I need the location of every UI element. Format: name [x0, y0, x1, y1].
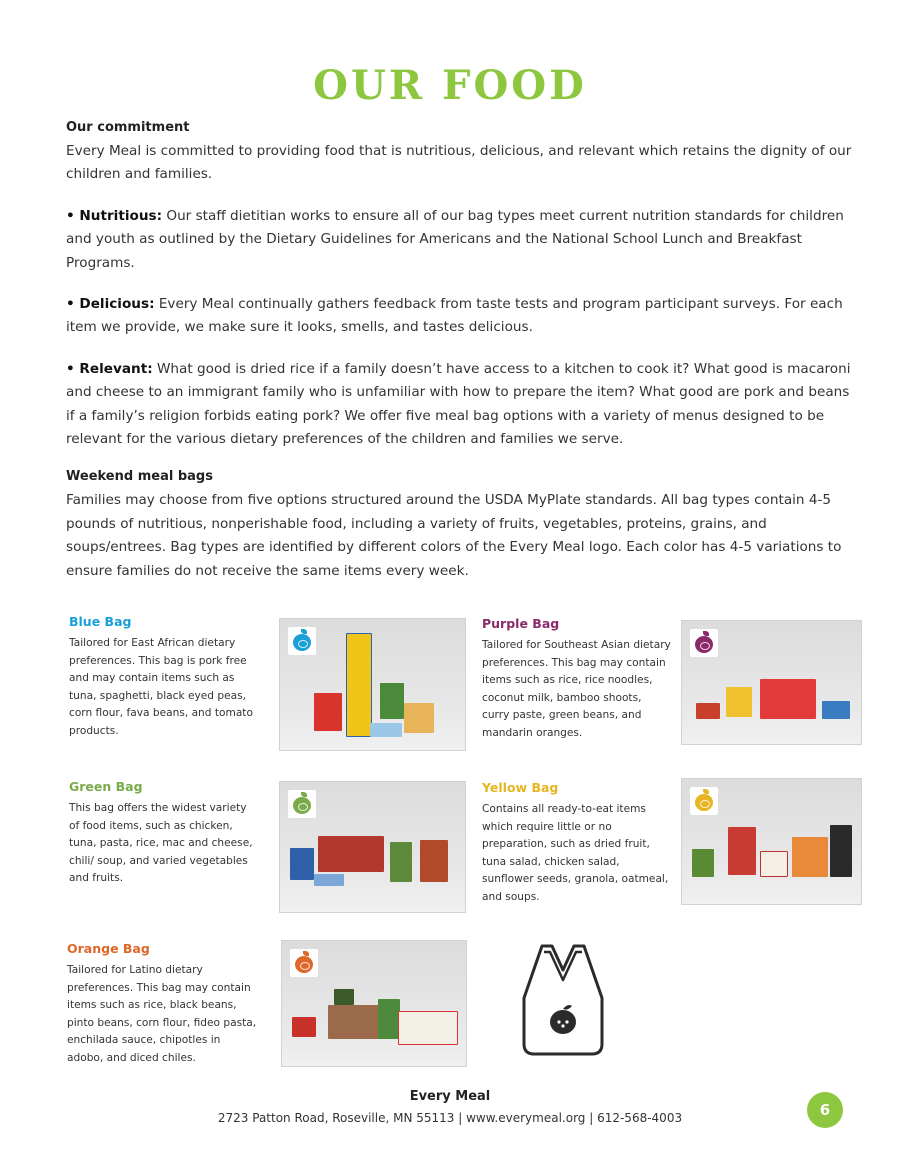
apple-logo-icon [290, 949, 318, 977]
green-bag-section [69, 779, 259, 888]
weekend-heading: Weekend meal bags [66, 469, 213, 485]
delicious-label: • Delicious: [66, 296, 155, 313]
commitment-heading: Our commitment [66, 120, 190, 135]
nutritious-text: Our staff dietitian works to ensure all of our bag types meet current nutrition standards for children and youth as outlined by the Dietary Guidelines for Americans and the National School Lunch and Breakfast Programs. [66, 207, 844, 271]
apple-logo-icon [690, 787, 718, 815]
blue-bag-title: Blue Bag [69, 614, 132, 629]
apple-logo-icon [288, 627, 316, 655]
green-bag-title: Green Bag [69, 779, 143, 794]
relevant-text: What good is dried rice if a family doesn’t have access to a kitchen to cook it? What good is macaroni and cheese to an immigrant family who is unfamiliar with how to prepare the item? What good are pork and beans if a family’s religion forbids eating pork? We offer five meal bag options with a variety of menus designed to be relevant for the various dietary preferences of the children and families we serve. [66, 360, 851, 448]
apple-logo-icon [690, 629, 718, 657]
orange-bag-description: Tailored for Latino dietary preferences. This bag may contain items such as rice, black beans, pinto beans, corn flour, fideo pasta, enchilada sauce, chipotles in adobo, and diced chiles. [67, 964, 257, 1064]
green-bag-photo [279, 781, 466, 913]
blue-bag-photo [279, 618, 466, 751]
relevant-label: • Relevant: [66, 360, 153, 377]
page-title: OUR FOOD [313, 62, 587, 109]
yellow-bag-title: Yellow Bag [482, 780, 559, 795]
relevant-paragraph [66, 358, 856, 452]
yellow-bag-description: Contains all ready-to-eat items which require little or no preparation, such as dried fruit, tuna salad, chicken salad, sunflower seeds, granola, oatmeal, and soups. [482, 803, 669, 903]
footer-organization: Every Meal [409, 1089, 491, 1104]
purple-bag-description: Tailored for Southeast Asian dietary preferences. This bag may contain items such as rice, rice noodles, coconut milk, bamboo shoots, curry paste, green beans, and mandarin oranges. [482, 639, 671, 739]
page-number-badge: 6 [807, 1092, 843, 1128]
blue-bag-description: Tailored for East African dietary preferences. This bag is pork free and may contain items such as tuna, spaghetti, black eyed peas, corn flour, fava beans, and tomato products. [69, 637, 253, 737]
blue-bag-section [69, 614, 259, 741]
orange-bag-section [67, 941, 257, 1068]
grocery-bag-apple-icon [522, 940, 604, 1058]
weekend-paragraph: Families may choose from five options structured around the USDA MyPlate standards. All bag types contain 4-5 pounds of nutritious, nonperishable food, including a variety of fruits, vegetables, proteins, grains, and soups/entrees. Bag types are identified by different colors of the Every Meal logo. Each color has 4-5 variations to ensure families do not receive the same items every week. [66, 492, 842, 579]
orange-bag-title: Orange Bag [67, 941, 150, 956]
orange-bag-photo [281, 940, 467, 1067]
purple-bag-section [482, 616, 672, 743]
purple-bag-title: Purple Bag [482, 616, 560, 631]
commitment-paragraph: Every Meal is committed to providing food that is nutritious, delicious, and relevant which retains the dignity of our children and families. [66, 143, 852, 183]
nutritious-paragraph [66, 205, 856, 275]
apple-logo-icon [288, 790, 316, 818]
footer-address: 2723 Patton Road, Roseville, MN 55113 | www.everymeal.org | 612-568-4003 [217, 1111, 683, 1125]
green-bag-description: This bag offers the widest variety of food items, such as chicken, tuna, pasta, rice, mac and cheese, chili/ soup, and varied vegetables and fruits. [69, 802, 253, 885]
delicious-paragraph [66, 293, 856, 340]
intro-section [66, 120, 856, 601]
delicious-text: Every Meal continually gathers feedback from taste tests and program participant surveys. For each item we provide, we make sure it looks, smells, and tastes delicious. [66, 296, 843, 336]
purple-bag-photo [681, 620, 862, 745]
nutritious-label: • Nutritious: [66, 207, 163, 224]
yellow-bag-section [482, 780, 672, 907]
yellow-bag-photo [681, 778, 862, 905]
